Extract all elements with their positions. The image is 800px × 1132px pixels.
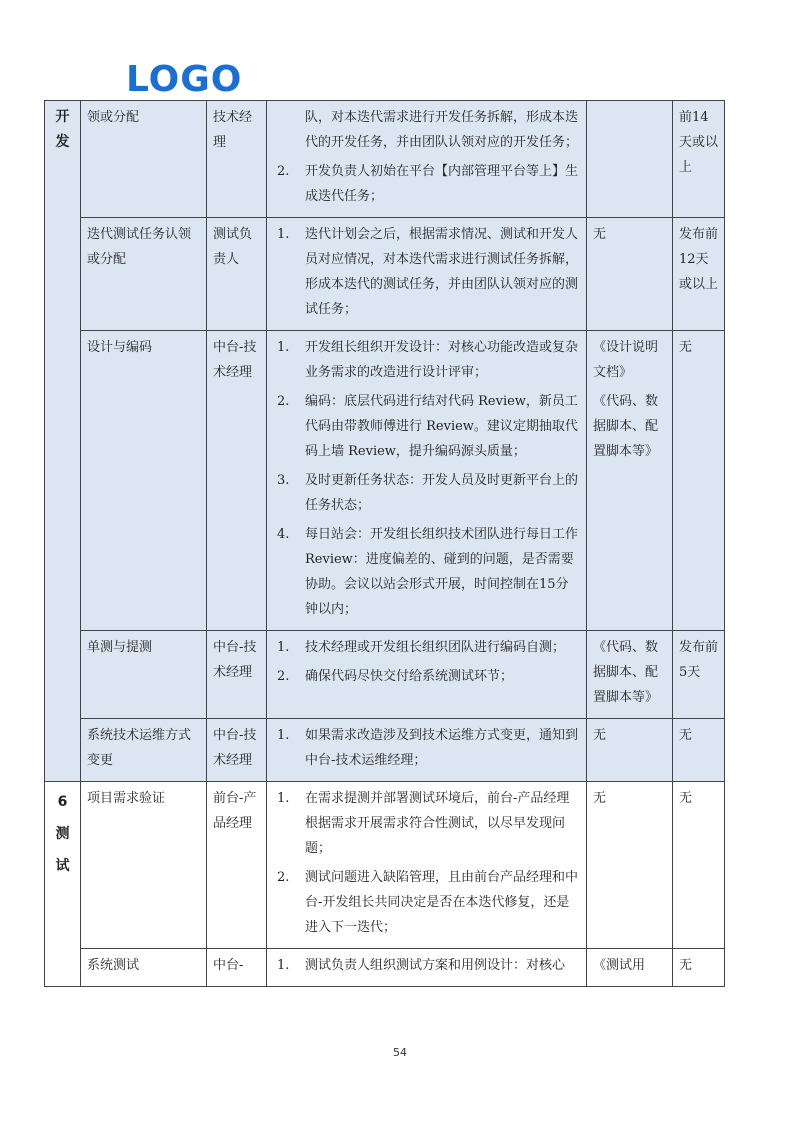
time-cell: 无	[673, 949, 725, 987]
time-cell: 发布前5天	[673, 631, 725, 719]
table-row	[45, 949, 725, 987]
table-row	[45, 101, 725, 218]
step-number: 1.	[277, 791, 290, 806]
time-cell: 发布前12天或以上	[673, 218, 725, 331]
list-item	[273, 786, 580, 861]
output-cell	[587, 218, 673, 331]
steps-list	[273, 335, 580, 622]
activity-cell: 领或分配	[81, 101, 207, 218]
output-cell	[587, 782, 673, 949]
list-item	[273, 159, 580, 209]
role-cell: 测试负责人	[207, 218, 267, 331]
step-number: 1.	[277, 728, 290, 743]
output-cell	[587, 331, 673, 631]
step-number: 2.	[277, 669, 290, 684]
steps-cell	[267, 719, 587, 782]
company-logo: LOGO	[126, 59, 243, 100]
step-text: 在需求提测并部署测试环境后，前台-产品经理根据需求开展需求符合性测试，以尽早发现问题；	[305, 791, 570, 856]
list-item	[273, 389, 580, 464]
phase-cell-test	[45, 782, 81, 987]
role-cell: 中台-技术经理	[207, 719, 267, 782]
list-item	[273, 335, 580, 385]
output-cell	[587, 101, 673, 218]
steps-list	[273, 723, 580, 773]
activity-cell: 系统测试	[81, 949, 207, 987]
activity-cell: 项目需求验证	[81, 782, 207, 949]
phase-cell-dev	[45, 101, 81, 782]
output-item: 《测试用	[593, 958, 646, 973]
output-item: 《代码、数据脚本、配置脚本等》	[593, 394, 659, 459]
phase-label-char: 试	[55, 858, 70, 874]
steps-cell	[267, 631, 587, 719]
role-cell: 中台-技术经理	[207, 331, 267, 631]
steps-cell	[267, 949, 587, 987]
steps-list	[273, 105, 580, 209]
step-number: 1.	[277, 340, 290, 355]
steps-list	[273, 786, 580, 940]
step-text: 开发负责人初始在平台【内部管理平台等上】生成迭代任务；	[305, 164, 579, 204]
steps-cell	[267, 782, 587, 949]
step-number: 1.	[277, 958, 290, 973]
step-text: 开发组长组织开发设计：对核心功能改造或复杂业务需求的改造进行设计评审；	[305, 340, 579, 380]
step-text: 确保代码尽快交付给系统测试环节；	[305, 669, 514, 684]
step-text: 如果需求改造涉及到技术运维方式变更，通知到中台-技术运维经理；	[305, 728, 579, 768]
steps-list	[273, 222, 580, 322]
phase-label-char: 开	[55, 109, 70, 125]
role-cell: 技术经理	[207, 101, 267, 218]
output-item: 《代码、数据脚本、配置脚本等》	[593, 640, 659, 705]
activity-cell: 系统技术运维方式变更	[81, 719, 207, 782]
phase-label-char: 测	[55, 826, 70, 842]
activity-cell: 设计与编码	[81, 331, 207, 631]
table-row	[45, 719, 725, 782]
time-cell: 前14天或以上	[673, 101, 725, 218]
output-cell	[587, 949, 673, 987]
table-row	[45, 782, 725, 949]
phase-label-char: 6	[57, 794, 68, 810]
steps-list	[273, 635, 580, 689]
list-item	[273, 635, 580, 660]
steps-list	[273, 953, 580, 978]
list-item	[273, 865, 580, 940]
output-item: 无	[593, 227, 607, 242]
steps-cell	[267, 218, 587, 331]
step-number: 1.	[277, 227, 290, 242]
step-text: 测试问题进入缺陷管理，且由前台产品经理和中台-开发组长共同决定是否在本迭代修复，还是进入下一迭代；	[305, 870, 579, 935]
step-number: 2.	[277, 164, 290, 179]
step-number: 3.	[277, 473, 290, 488]
activity-cell: 迭代测试任务认领或分配	[81, 218, 207, 331]
list-item	[273, 723, 580, 773]
role-cell: 中台-	[207, 949, 267, 987]
step-text: 队，对本迭代需求进行开发任务拆解，形成本迭代的开发任务，并由团队认领对应的开发任务；	[305, 110, 579, 150]
step-number: 2.	[277, 870, 290, 885]
table-row	[45, 331, 725, 631]
list-item	[273, 522, 580, 622]
step-text: 测试负责人组织测试方案和用例设计：对核心	[305, 958, 566, 973]
list-item	[273, 953, 580, 978]
list-item	[273, 664, 580, 689]
output-item: 无	[593, 791, 607, 806]
table-row	[45, 218, 725, 331]
step-text: 及时更新任务状态：开发人员及时更新平台上的任务状态；	[305, 473, 579, 513]
activity-cell: 单测与提测	[81, 631, 207, 719]
step-text: 迭代计划会之后，根据需求情况、测试和开发人员对应情况，对本迭代需求进行测试任务拆解，形成本迭代的测试任务，并由团队认领对应的测试任务；	[305, 227, 579, 317]
step-number	[273, 105, 305, 155]
step-text: 编码：底层代码进行结对代码 Review，新员工代码由带教师傅进行 Review。建议定期抽取代码上墙 Review，提升编码源头质量；	[305, 394, 578, 459]
list-item	[273, 222, 580, 322]
role-cell: 前台-产品经理	[207, 782, 267, 949]
step-text: 每日站会：开发组长组织技术团队进行每日工作 Review：进度偏差的、碰到的问题，是否需要协助。会议以站会形式开展，时间控制在15分钟以内；	[305, 527, 579, 617]
table-row	[45, 631, 725, 719]
list-item	[273, 105, 580, 155]
step-number: 2.	[277, 394, 290, 409]
step-number: 4.	[277, 527, 290, 542]
output-item: 无	[593, 728, 607, 743]
steps-cell	[267, 101, 587, 218]
page-number: 54	[393, 1046, 407, 1059]
step-text: 技术经理或开发组长组织团队进行编码自测；	[305, 640, 566, 655]
role-cell: 中台-技术经理	[207, 631, 267, 719]
output-cell	[587, 631, 673, 719]
time-cell: 无	[673, 719, 725, 782]
phase-label-char: 发	[55, 134, 70, 150]
process-table	[44, 100, 725, 987]
output-cell	[587, 719, 673, 782]
list-item	[273, 468, 580, 518]
step-number: 1.	[277, 640, 290, 655]
time-cell: 无	[673, 331, 725, 631]
output-item: 《设计说明文档》	[593, 340, 659, 380]
steps-cell	[267, 331, 587, 631]
time-cell: 无	[673, 782, 725, 949]
